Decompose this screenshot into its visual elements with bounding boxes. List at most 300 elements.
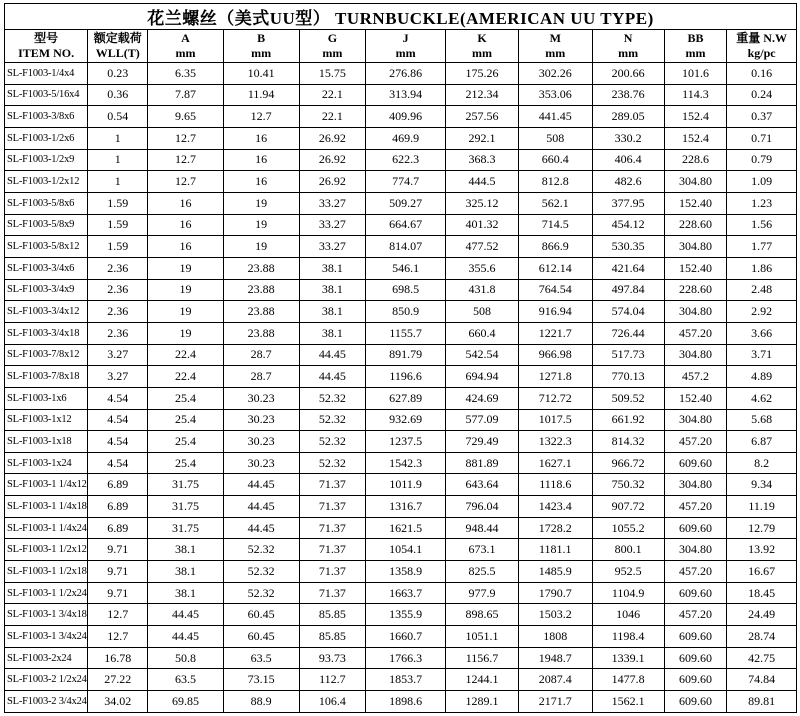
value-cell: 12.7 xyxy=(148,171,223,193)
value-cell: 9.34 xyxy=(727,474,797,496)
value-cell: 1196.6 xyxy=(366,366,446,388)
value-cell: 609.60 xyxy=(664,691,727,713)
table-row xyxy=(5,474,797,496)
value-cell: 1503.2 xyxy=(518,604,592,626)
value-cell: 457.20 xyxy=(664,431,727,453)
value-cell: 1728.2 xyxy=(518,517,592,539)
item-no-cell: SL-F1003-1x12 xyxy=(5,409,88,431)
value-cell: 44.45 xyxy=(223,517,299,539)
column-header-weight xyxy=(727,30,797,63)
item-no-cell: SL-F1003-3/4x18 xyxy=(5,322,88,344)
value-cell: 114.3 xyxy=(664,84,727,106)
value-cell: 26.92 xyxy=(299,149,366,171)
value-cell: 0.24 xyxy=(727,84,797,106)
item-no-cell: SL-F1003-5/16x4 xyxy=(5,84,88,106)
value-cell: 457.20 xyxy=(664,561,727,583)
value-cell: 661.92 xyxy=(592,409,664,431)
value-cell: 23.88 xyxy=(223,322,299,344)
value-cell: 30.23 xyxy=(223,387,299,409)
value-cell: 1118.6 xyxy=(518,474,592,496)
value-cell: 948.44 xyxy=(446,517,519,539)
value-cell: 5.68 xyxy=(727,409,797,431)
column-header-k-line1: K xyxy=(477,31,487,45)
value-cell: 69.85 xyxy=(148,691,223,713)
value-cell: 292.1 xyxy=(446,127,519,149)
value-cell: 71.37 xyxy=(299,517,366,539)
value-cell: 31.75 xyxy=(148,474,223,496)
value-cell: 60.45 xyxy=(223,604,299,626)
value-cell: 664.67 xyxy=(366,214,446,236)
value-cell: 152.40 xyxy=(664,387,727,409)
value-cell: 1477.8 xyxy=(592,669,664,691)
item-no-cell: SL-F1003-1 1/2x12 xyxy=(5,539,88,561)
table-row xyxy=(5,582,797,604)
value-cell: 800.1 xyxy=(592,539,664,561)
value-cell: 6.89 xyxy=(88,517,148,539)
value-cell: 52.32 xyxy=(299,409,366,431)
value-cell: 71.37 xyxy=(299,539,366,561)
value-cell: 1948.7 xyxy=(518,647,592,669)
column-header-bb-line2: mm xyxy=(685,46,706,60)
value-cell: 0.71 xyxy=(727,127,797,149)
column-header-n-line1: N xyxy=(623,31,633,45)
value-cell: 530.35 xyxy=(592,236,664,258)
value-cell: 34.02 xyxy=(88,691,148,713)
value-cell: 517.73 xyxy=(592,344,664,366)
value-cell: 1051.1 xyxy=(446,626,519,648)
value-cell: 421.64 xyxy=(592,257,664,279)
column-header-m-line1: M xyxy=(549,31,561,45)
column-header-j-line1: J xyxy=(402,31,409,45)
item-no-cell: SL-F1003-1 1/4x18 xyxy=(5,496,88,518)
value-cell: 212.34 xyxy=(446,84,519,106)
value-cell: 30.23 xyxy=(223,409,299,431)
value-cell: 1627.1 xyxy=(518,452,592,474)
column-header-g-line2: mm xyxy=(322,46,343,60)
value-cell: 0.79 xyxy=(727,149,797,171)
value-cell: 24.49 xyxy=(727,604,797,626)
table-row xyxy=(5,301,797,323)
value-cell: 409.96 xyxy=(366,106,446,128)
value-cell: 1 xyxy=(88,149,148,171)
value-cell: 228.60 xyxy=(664,214,727,236)
value-cell: 1271.8 xyxy=(518,366,592,388)
value-cell: 12.7 xyxy=(88,626,148,648)
value-cell: 546.1 xyxy=(366,257,446,279)
value-cell: 457.20 xyxy=(664,496,727,518)
value-cell: 3.27 xyxy=(88,344,148,366)
value-cell: 52.32 xyxy=(299,431,366,453)
value-cell: 16 xyxy=(223,171,299,193)
value-cell: 38.1 xyxy=(148,539,223,561)
value-cell: 19 xyxy=(148,279,223,301)
value-cell: 1542.3 xyxy=(366,452,446,474)
value-cell: 152.4 xyxy=(664,127,727,149)
value-cell: 16.78 xyxy=(88,647,148,669)
value-cell: 152.40 xyxy=(664,192,727,214)
table-row xyxy=(5,669,797,691)
value-cell: 577.09 xyxy=(446,409,519,431)
value-cell: 4.54 xyxy=(88,387,148,409)
value-cell: 1.23 xyxy=(727,192,797,214)
value-cell: 1221.7 xyxy=(518,322,592,344)
value-cell: 355.6 xyxy=(446,257,519,279)
turnbuckle-spec-table xyxy=(4,3,797,713)
table-row xyxy=(5,647,797,669)
value-cell: 38.1 xyxy=(299,257,366,279)
value-cell: 11.94 xyxy=(223,84,299,106)
value-cell: 977.9 xyxy=(446,582,519,604)
value-cell: 52.32 xyxy=(223,539,299,561)
column-header-j xyxy=(366,30,446,63)
item-no-cell: SL-F1003-1 1/4x24 xyxy=(5,517,88,539)
value-cell: 200.66 xyxy=(592,63,664,85)
value-cell: 542.54 xyxy=(446,344,519,366)
value-cell: 907.72 xyxy=(592,496,664,518)
value-cell: 424.69 xyxy=(446,387,519,409)
value-cell: 44.45 xyxy=(223,496,299,518)
value-cell: 52.32 xyxy=(299,452,366,474)
value-cell: 23.88 xyxy=(223,279,299,301)
item-no-cell: SL-F1003-7/8x18 xyxy=(5,366,88,388)
column-header-a-line2: mm xyxy=(175,46,196,60)
column-header-k-line2: mm xyxy=(472,46,493,60)
value-cell: 9.65 xyxy=(148,106,223,128)
column-header-wll-line2: WLL(T) xyxy=(95,46,140,60)
value-cell: 497.84 xyxy=(592,279,664,301)
value-cell: 6.89 xyxy=(88,496,148,518)
title-row xyxy=(5,4,797,30)
value-cell: 726.44 xyxy=(592,322,664,344)
value-cell: 304.80 xyxy=(664,539,727,561)
value-cell: 3.27 xyxy=(88,366,148,388)
value-cell: 44.45 xyxy=(148,604,223,626)
value-cell: 12.7 xyxy=(223,106,299,128)
value-cell: 30.23 xyxy=(223,452,299,474)
value-cell: 1237.5 xyxy=(366,431,446,453)
value-cell: 1316.7 xyxy=(366,496,446,518)
column-header-weight-line1: 重量 N.W xyxy=(736,31,787,45)
value-cell: 313.94 xyxy=(366,84,446,106)
table-row xyxy=(5,236,797,258)
value-cell: 11.19 xyxy=(727,496,797,518)
table-row xyxy=(5,127,797,149)
value-cell: 26.92 xyxy=(299,171,366,193)
value-cell: 4.62 xyxy=(727,387,797,409)
value-cell: 469.9 xyxy=(366,127,446,149)
value-cell: 15.75 xyxy=(299,63,366,85)
value-cell: 106.4 xyxy=(299,691,366,713)
value-cell: 1621.5 xyxy=(366,517,446,539)
value-cell: 1790.7 xyxy=(518,582,592,604)
value-cell: 1766.3 xyxy=(366,647,446,669)
value-cell: 353.06 xyxy=(518,84,592,106)
value-cell: 16 xyxy=(148,214,223,236)
value-cell: 63.5 xyxy=(148,669,223,691)
value-cell: 93.73 xyxy=(299,647,366,669)
value-cell: 25.4 xyxy=(148,387,223,409)
value-cell: 1 xyxy=(88,171,148,193)
value-cell: 1017.5 xyxy=(518,409,592,431)
value-cell: 1 xyxy=(88,127,148,149)
value-cell: 38.1 xyxy=(148,561,223,583)
value-cell: 1423.4 xyxy=(518,496,592,518)
value-cell: 13.92 xyxy=(727,539,797,561)
value-cell: 8.2 xyxy=(727,452,797,474)
value-cell: 508 xyxy=(446,301,519,323)
table-row xyxy=(5,517,797,539)
value-cell: 1358.9 xyxy=(366,561,446,583)
value-cell: 2.36 xyxy=(88,301,148,323)
value-cell: 16.67 xyxy=(727,561,797,583)
value-cell: 891.79 xyxy=(366,344,446,366)
value-cell: 7.87 xyxy=(148,84,223,106)
value-cell: 0.37 xyxy=(727,106,797,128)
value-cell: 73.15 xyxy=(223,669,299,691)
value-cell: 1011.9 xyxy=(366,474,446,496)
value-cell: 1.56 xyxy=(727,214,797,236)
value-cell: 609.60 xyxy=(664,647,727,669)
value-cell: 304.80 xyxy=(664,171,727,193)
value-cell: 88.9 xyxy=(223,691,299,713)
value-cell: 19 xyxy=(148,301,223,323)
value-cell: 304.80 xyxy=(664,344,727,366)
column-header-bb-line1: BB xyxy=(687,31,704,45)
table-row xyxy=(5,149,797,171)
value-cell: 38.1 xyxy=(299,322,366,344)
value-cell: 1339.1 xyxy=(592,647,664,669)
item-no-cell: SL-F1003-2 1/2x24 xyxy=(5,669,88,691)
item-no-cell: SL-F1003-1 1/2x24 xyxy=(5,582,88,604)
value-cell: 31.75 xyxy=(148,496,223,518)
value-cell: 2.36 xyxy=(88,257,148,279)
value-cell: 457.20 xyxy=(664,322,727,344)
value-cell: 71.37 xyxy=(299,474,366,496)
value-cell: 729.49 xyxy=(446,431,519,453)
column-header-a xyxy=(148,30,223,63)
item-no-cell: SL-F1003-2x24 xyxy=(5,647,88,669)
table-row xyxy=(5,452,797,474)
value-cell: 152.4 xyxy=(664,106,727,128)
value-cell: 660.4 xyxy=(518,149,592,171)
value-cell: 289.05 xyxy=(592,106,664,128)
value-cell: 60.45 xyxy=(223,626,299,648)
value-cell: 6.35 xyxy=(148,63,223,85)
column-header-n xyxy=(592,30,664,63)
value-cell: 866.9 xyxy=(518,236,592,258)
table-body xyxy=(5,63,797,713)
value-cell: 44.45 xyxy=(223,474,299,496)
value-cell: 2.92 xyxy=(727,301,797,323)
value-cell: 454.12 xyxy=(592,214,664,236)
value-cell: 0.16 xyxy=(727,63,797,85)
value-cell: 509.27 xyxy=(366,192,446,214)
value-cell: 441.45 xyxy=(518,106,592,128)
value-cell: 764.54 xyxy=(518,279,592,301)
value-cell: 112.7 xyxy=(299,669,366,691)
value-cell: 1155.7 xyxy=(366,322,446,344)
column-header-m xyxy=(518,30,592,63)
item-no-cell: SL-F1003-3/4x12 xyxy=(5,301,88,323)
value-cell: 3.66 xyxy=(727,322,797,344)
value-cell: 431.8 xyxy=(446,279,519,301)
value-cell: 643.64 xyxy=(446,474,519,496)
value-cell: 4.54 xyxy=(88,431,148,453)
item-no-cell: SL-F1003-1x6 xyxy=(5,387,88,409)
value-cell: 0.36 xyxy=(88,84,148,106)
value-cell: 609.60 xyxy=(664,452,727,474)
value-cell: 1660.7 xyxy=(366,626,446,648)
value-cell: 52.32 xyxy=(299,387,366,409)
column-header-j-line2: mm xyxy=(395,46,416,60)
table-row xyxy=(5,63,797,85)
value-cell: 0.23 xyxy=(88,63,148,85)
value-cell: 19 xyxy=(223,214,299,236)
value-cell: 825.5 xyxy=(446,561,519,583)
table-head xyxy=(5,4,797,63)
table-row xyxy=(5,214,797,236)
value-cell: 22.4 xyxy=(148,344,223,366)
column-header-b xyxy=(223,30,299,63)
value-cell: 1355.9 xyxy=(366,604,446,626)
value-cell: 812.8 xyxy=(518,171,592,193)
value-cell: 814.07 xyxy=(366,236,446,258)
column-header-bb xyxy=(664,30,727,63)
value-cell: 1244.1 xyxy=(446,669,519,691)
value-cell: 2171.7 xyxy=(518,691,592,713)
value-cell: 1156.7 xyxy=(446,647,519,669)
value-cell: 966.98 xyxy=(518,344,592,366)
value-cell: 457.2 xyxy=(664,366,727,388)
value-cell: 1663.7 xyxy=(366,582,446,604)
value-cell: 750.32 xyxy=(592,474,664,496)
value-cell: 796.04 xyxy=(446,496,519,518)
value-cell: 368.3 xyxy=(446,149,519,171)
value-cell: 38.1 xyxy=(299,301,366,323)
value-cell: 9.71 xyxy=(88,582,148,604)
value-cell: 50.8 xyxy=(148,647,223,669)
value-cell: 1054.1 xyxy=(366,539,446,561)
item-no-cell: SL-F1003-2 3/4x24 xyxy=(5,691,88,713)
item-no-cell: SL-F1003-1 1/4x12 xyxy=(5,474,88,496)
column-header-item-no xyxy=(5,30,88,63)
table-title: 花兰螺丝（美式UU型） TURNBUCKLE(AMERICAN UU TYPE) xyxy=(5,4,797,30)
value-cell: 2087.4 xyxy=(518,669,592,691)
item-no-cell: SL-F1003-1 3/4x18 xyxy=(5,604,88,626)
table-row xyxy=(5,257,797,279)
value-cell: 377.95 xyxy=(592,192,664,214)
value-cell: 9.71 xyxy=(88,561,148,583)
value-cell: 23.88 xyxy=(223,257,299,279)
value-cell: 609.60 xyxy=(664,582,727,604)
value-cell: 508 xyxy=(518,127,592,149)
value-cell: 101.6 xyxy=(664,63,727,85)
item-no-cell: SL-F1003-1/2x6 xyxy=(5,127,88,149)
column-header-g-line1: G xyxy=(327,31,338,45)
value-cell: 42.75 xyxy=(727,647,797,669)
value-cell: 1562.1 xyxy=(592,691,664,713)
value-cell: 1898.6 xyxy=(366,691,446,713)
column-header-b-line2: mm xyxy=(251,46,272,60)
value-cell: 457.20 xyxy=(664,604,727,626)
value-cell: 477.52 xyxy=(446,236,519,258)
table-row xyxy=(5,691,797,713)
value-cell: 71.37 xyxy=(299,496,366,518)
table-row xyxy=(5,626,797,648)
column-header-wll xyxy=(88,30,148,63)
value-cell: 71.37 xyxy=(299,561,366,583)
value-cell: 33.27 xyxy=(299,236,366,258)
table-row xyxy=(5,539,797,561)
value-cell: 25.4 xyxy=(148,409,223,431)
value-cell: 12.7 xyxy=(148,149,223,171)
value-cell: 16 xyxy=(148,192,223,214)
value-cell: 52.32 xyxy=(223,561,299,583)
value-cell: 1485.9 xyxy=(518,561,592,583)
value-cell: 4.54 xyxy=(88,409,148,431)
value-cell: 612.14 xyxy=(518,257,592,279)
value-cell: 85.85 xyxy=(299,604,366,626)
value-cell: 89.81 xyxy=(727,691,797,713)
column-header-wll-line1: 额定载荷 xyxy=(93,31,142,45)
item-no-cell: SL-F1003-1/2x9 xyxy=(5,149,88,171)
value-cell: 712.72 xyxy=(518,387,592,409)
value-cell: 6.89 xyxy=(88,474,148,496)
column-header-n-line2: mm xyxy=(618,46,639,60)
table-row xyxy=(5,171,797,193)
value-cell: 25.4 xyxy=(148,452,223,474)
item-no-cell: SL-F1003-1x24 xyxy=(5,452,88,474)
value-cell: 2.36 xyxy=(88,322,148,344)
value-cell: 406.4 xyxy=(592,149,664,171)
item-no-cell: SL-F1003-1 1/2x18 xyxy=(5,561,88,583)
value-cell: 18.45 xyxy=(727,582,797,604)
item-no-cell: SL-F1003-5/8x6 xyxy=(5,192,88,214)
value-cell: 74.84 xyxy=(727,669,797,691)
value-cell: 714.5 xyxy=(518,214,592,236)
value-cell: 2.36 xyxy=(88,279,148,301)
value-cell: 33.27 xyxy=(299,192,366,214)
value-cell: 609.60 xyxy=(664,517,727,539)
item-no-cell: SL-F1003-1 3/4x24 xyxy=(5,626,88,648)
value-cell: 304.80 xyxy=(664,301,727,323)
table-row xyxy=(5,409,797,431)
value-cell: 1289.1 xyxy=(446,691,519,713)
value-cell: 52.32 xyxy=(223,582,299,604)
column-header-weight-line2: kg/pc xyxy=(747,46,776,60)
value-cell: 12.7 xyxy=(88,604,148,626)
value-cell: 28.74 xyxy=(727,626,797,648)
value-cell: 698.5 xyxy=(366,279,446,301)
table-row xyxy=(5,431,797,453)
value-cell: 482.6 xyxy=(592,171,664,193)
value-cell: 85.85 xyxy=(299,626,366,648)
value-cell: 444.5 xyxy=(446,171,519,193)
value-cell: 0.54 xyxy=(88,106,148,128)
table-row xyxy=(5,106,797,128)
value-cell: 932.69 xyxy=(366,409,446,431)
header-row xyxy=(5,30,797,63)
value-cell: 23.88 xyxy=(223,301,299,323)
value-cell: 31.75 xyxy=(148,517,223,539)
value-cell: 238.76 xyxy=(592,84,664,106)
value-cell: 1.86 xyxy=(727,257,797,279)
value-cell: 898.65 xyxy=(446,604,519,626)
table-row xyxy=(5,344,797,366)
value-cell: 952.5 xyxy=(592,561,664,583)
table-row xyxy=(5,84,797,106)
value-cell: 44.45 xyxy=(299,344,366,366)
